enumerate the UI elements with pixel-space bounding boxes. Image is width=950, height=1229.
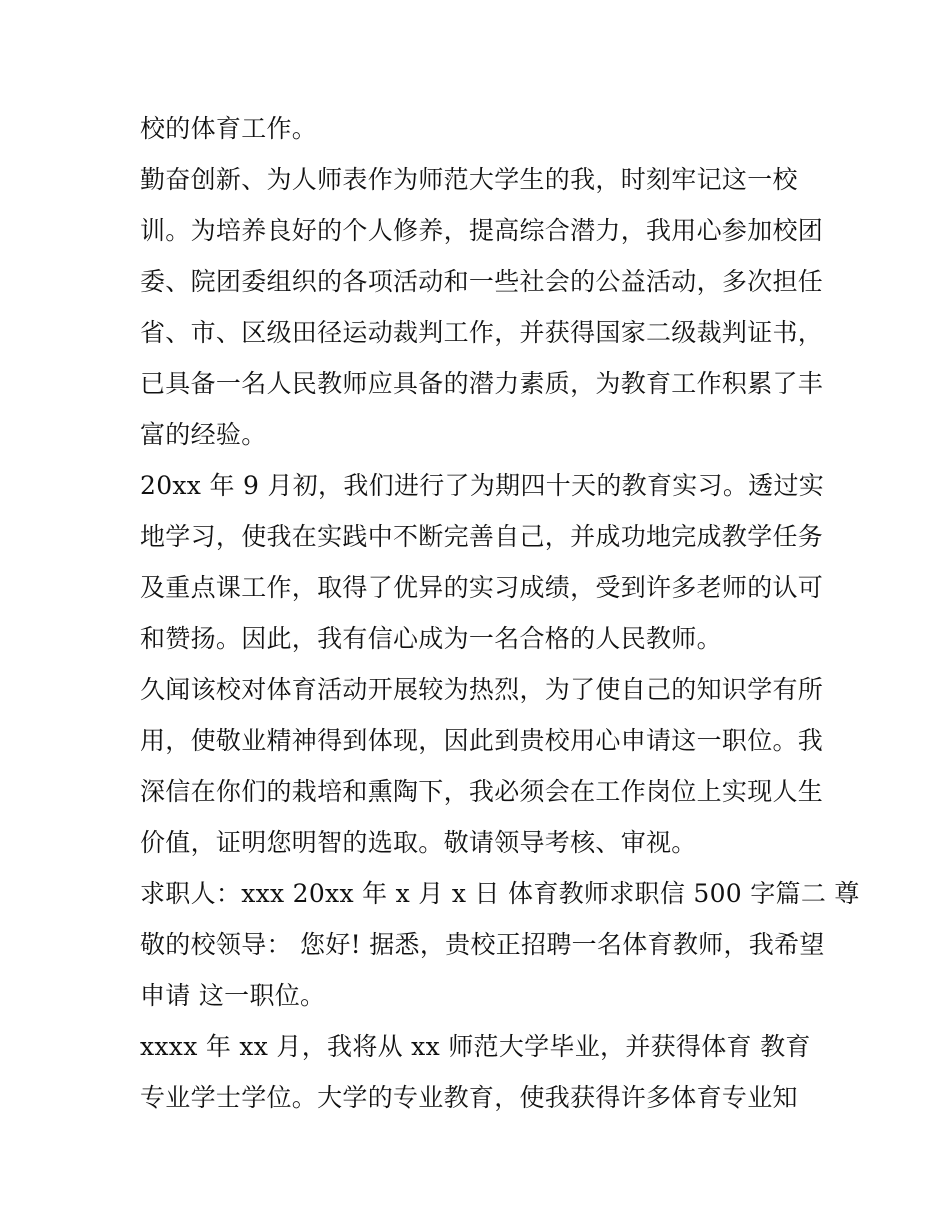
text-line: xxxx 年 xx 月，我将从 xx 师范大学毕业，并获得体育 教育: [140, 1032, 811, 1061]
text-line: 20xx 年 9 月初，我们进行了为期四十天的教育实习。透过实: [140, 471, 825, 500]
text-line: 申请 这一职位。: [140, 981, 326, 1010]
text-line: 勤奋创新、为人师表作为师范大学生的我，时刻牢记这一校: [140, 165, 798, 194]
text-line: 和赞扬。因此，我有信心成为一名合格的人民教师。: [140, 624, 722, 653]
text-line: 富的经验。: [140, 420, 267, 449]
text-line: 敬的校领导： 您好! 据悉，贵校正招聘一名体育教师，我希望: [140, 930, 825, 959]
text-line: 校的体育工作。: [140, 114, 318, 143]
text-line: 已具备一名人民教师应具备的潜力素质，为教育工作积累了丰: [140, 369, 824, 398]
text-line: 久闻该校对体育活动开展较为热烈，为了使自己的知识学有所: [140, 675, 824, 704]
text-line: 省、市、区级田径运动裁判工作，并获得国家二级裁判证书，: [140, 318, 824, 347]
text-line: 求职人：xxx 20xx 年 x 月 x 日 体育教师求职信 500 字篇二 尊: [140, 879, 860, 908]
text-line: 及重点课工作，取得了优异的实习成绩，受到许多老师的认可: [140, 573, 824, 602]
text-line: 专业学士学位。大学的专业教育，使我获得许多体育专业知: [140, 1083, 798, 1112]
text-line: 深信在你们的栽培和熏陶下，我必须会在工作岗位上实现人生: [140, 777, 824, 806]
text-line: 委、院团委组织的各项活动和一些社会的公益活动，多次担任: [140, 267, 824, 296]
text-line: 价值，证明您明智的选取。敬请领导考核、审视。: [140, 828, 697, 857]
text-line: 用，使敬业精神得到体现，因此到贵校用心申请这一职位。我: [140, 726, 824, 755]
text-line: 训。为培养良好的个人修养，提高综合潜力，我用心参加校团: [140, 216, 824, 245]
text-line: 地学习，使我在实践中不断完善自己，并成功地完成教学任务: [140, 522, 824, 551]
